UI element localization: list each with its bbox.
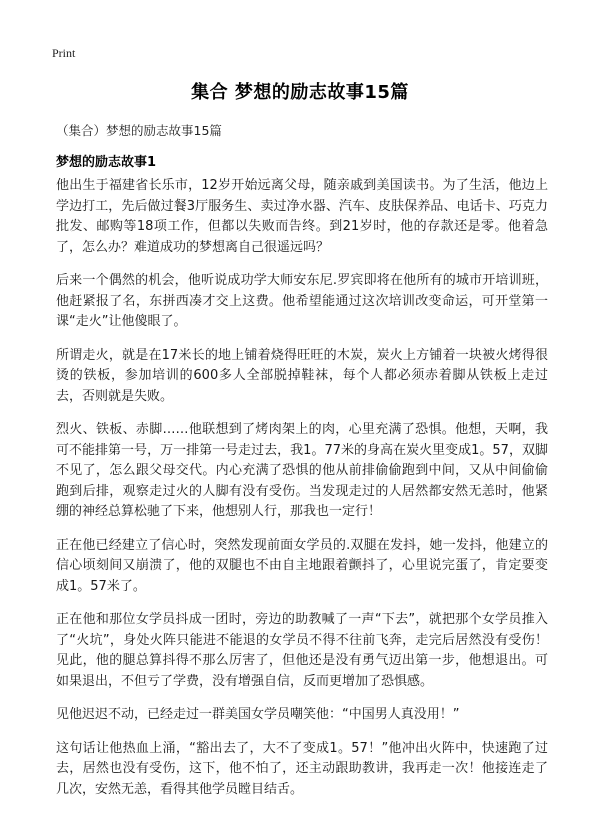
paragraph: 所谓走火，就是在17米长的地上铺着烧得旺旺的木炭，炭火上方铺着一块被火烤得很烫的铁板，参加培训的600多人全部脱掉鞋袜，每个人都必须赤着脚从铁板上走过去，否则就是失败。 [56, 347, 548, 404]
document-title: 集合 梦想的励志故事15篇 [191, 82, 409, 103]
paragraph: 后来一个偶然的机会，他听说成功学大师安东尼.罗宾即将在他所有的城市开培训班，他赶紧报了名，东拼西凑才交上这费。他希望能通过这次培训改变命运，可开堂第一课“走火”让他傻眼了。 [56, 273, 548, 329]
paragraph: 这句话让他热血上涌，“豁出去了，大不了变成1。57！”他冲出火阵中，快速跑了过去，居然也没有受伤，这下，他不怕了，还主动跟助教讲，我再走一次！他接连走了几次，安然无恙，看得其他学员瞠目结舌。 [56, 740, 548, 797]
paragraph: 见他迟迟不动，已经走过一群美国女学员嘲笑他：“中国男人真没用！” [56, 707, 460, 722]
paragraph: 正在他和那位女学员抖成一团时，旁边的助教喊了一声“下去”，就把那个女学员推入了“火坑”，身处火阵只能进不能退的女学员不得不往前飞奔，走完后居然没有受伤！见此，他的腿总算抖得不那么厉害了，但他还是没有勇气迈出第一步，他想退出。可如果退出，不但亏了学费，没有增强自信，反而更增加了恐惧感。 [56, 612, 548, 689]
print-link[interactable]: Print [52, 46, 76, 60]
document-subtitle: （集合）梦想的励志故事15篇 [56, 123, 222, 138]
paragraph: 他出生于福建省长乐市，12岁开始远离父母，随亲戚到美国读书。为了生活，他边上学边打工，先后做过餐3厅服务生、卖过净水器、汽车、皮肤保养品、电话卡、巧克力批发、邮购等18项工作，但都以失败而告终。到21岁时，他的存款还是零。他着急了，怎么办？难道成功的梦想离自己很遥远吗？ [56, 178, 548, 255]
article-body [56, 176, 548, 813]
paragraph: 烈火、铁板、赤脚……他联想到了烤肉架上的肉，心里充满了恐惧。他想，天啊，我可不能排第一号，万一排第一号走过去，我1。77米的身高在炭火里变成1。57，双脚不见了，怎么跟父母交代。内心充满了恐惧的他从前排偷偷跑到中间，又从中间偷偷跑到后排，观察走过火的人脚有没有受伤。当发现走过的人居然都安然无恙时，他紧绷的神经总算松驰了下来，他想别人行，那我也一定行！ [56, 422, 548, 519]
story-heading: 梦想的励志故事1 [56, 155, 157, 170]
paragraph: 正在他已经建立了信心时，突然发现前面女学员的.双腿在发抖，她一发抖，他建立的信心顷刻间又崩溃了，他的双腿也不由自主地跟着颤抖了，心里说完蛋了，肯定要变成1。57米了。 [56, 537, 548, 594]
